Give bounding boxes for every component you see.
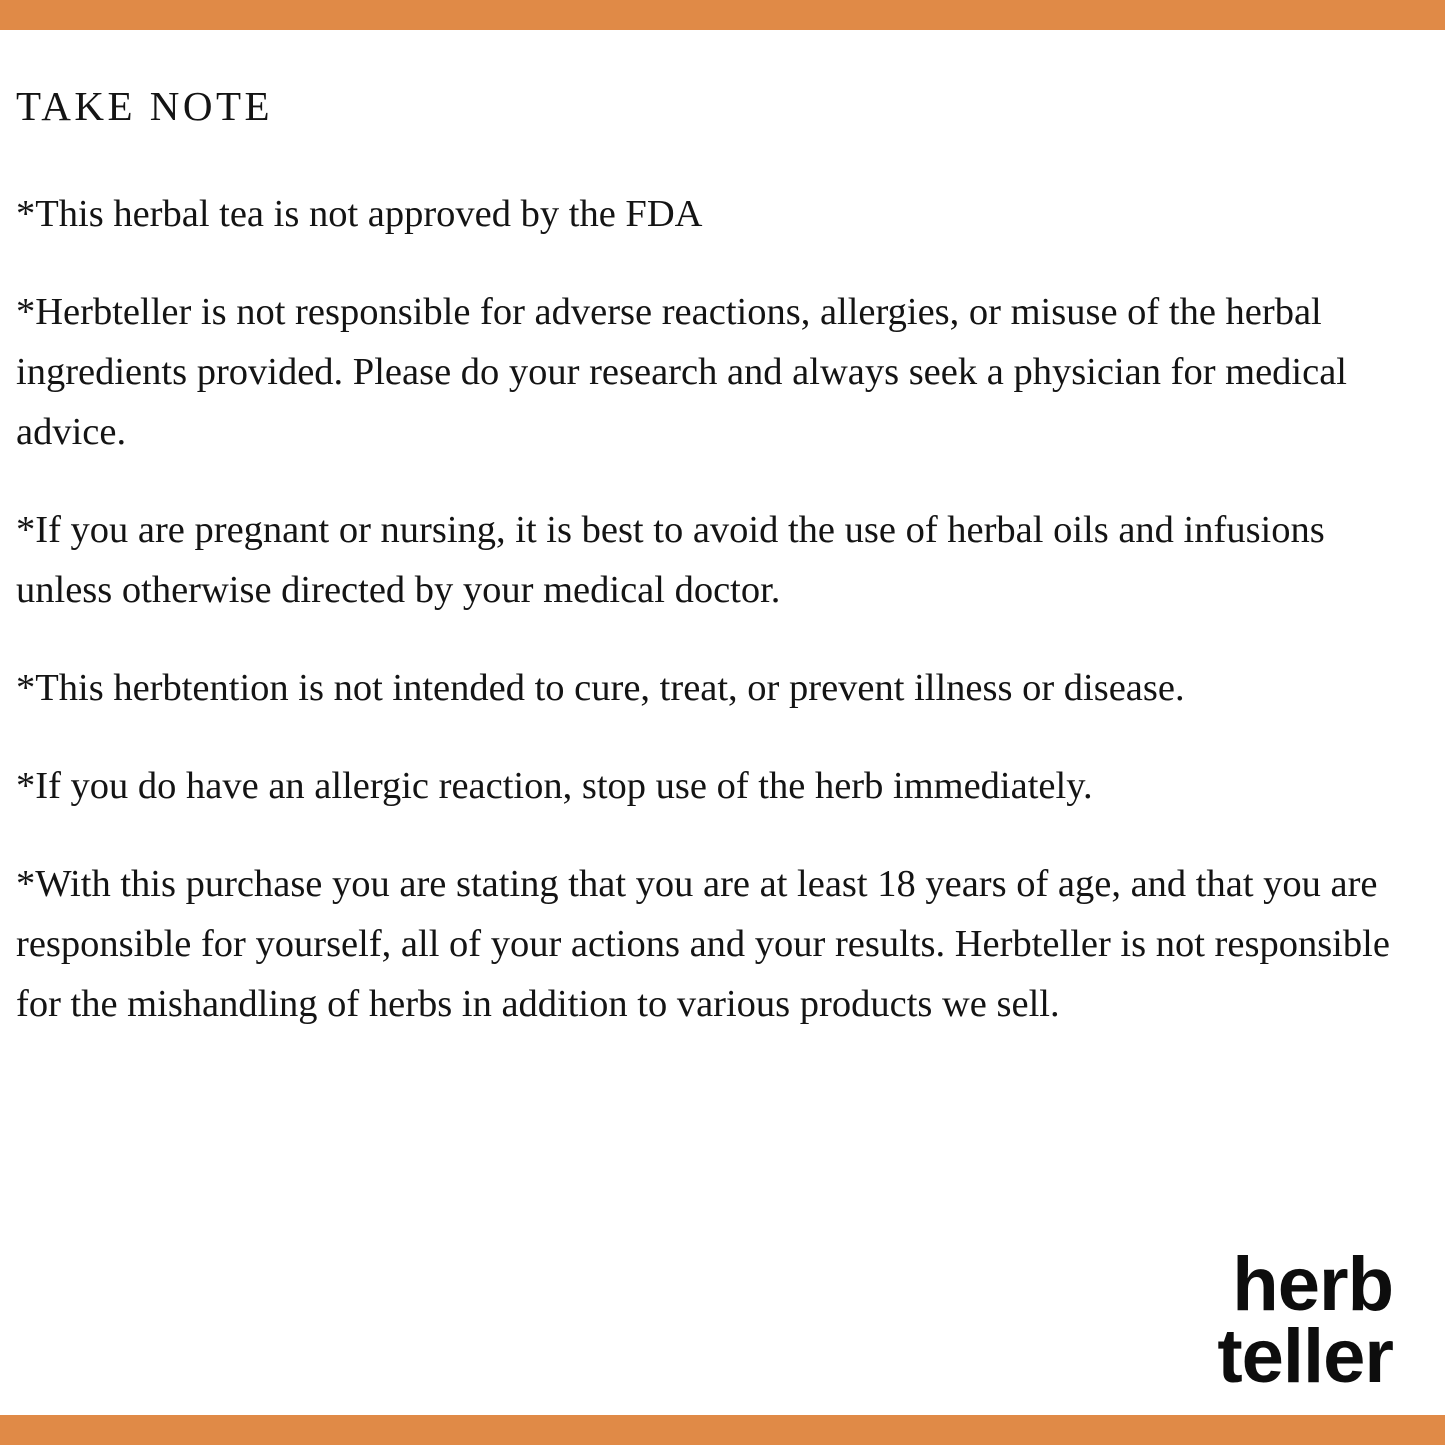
top-accent-bar xyxy=(0,0,1445,30)
page-title: TAKE NOTE xyxy=(16,83,274,129)
note-item: *This herbal tea is not approved by the FDA xyxy=(16,193,703,235)
brand-logo-line-1: herb xyxy=(1232,1241,1393,1327)
note-item: *Herbteller is not responsible for adverse reactions, allergies, or misuse of the herbal ingredients provided. Please do your research and always seek a physician for medical advice. xyxy=(16,291,1347,454)
bottom-accent-bar xyxy=(0,1415,1445,1445)
note-item: *With this purchase you are stating that you are at least 18 years of age, and that you are responsible for yourself, all of your actions and your results. Herbteller is not responsible for the mishandling of herbs in addition to various products we sell. xyxy=(16,863,1390,1026)
document-content xyxy=(0,30,1445,1415)
brand-logo xyxy=(1217,1241,1393,1399)
brand-logo-line-2: teller xyxy=(1217,1313,1393,1399)
note-item: *If you do have an allergic reaction, stop use of the herb immediately. xyxy=(16,765,1093,808)
note-item: *This herbtention is not intended to cure, treat, or prevent illness or disease. xyxy=(16,667,1185,710)
note-item: *If you are pregnant or nursing, it is best to avoid the use of herbal oils and infusions unless otherwise directed by your medical doctor. xyxy=(16,509,1325,612)
